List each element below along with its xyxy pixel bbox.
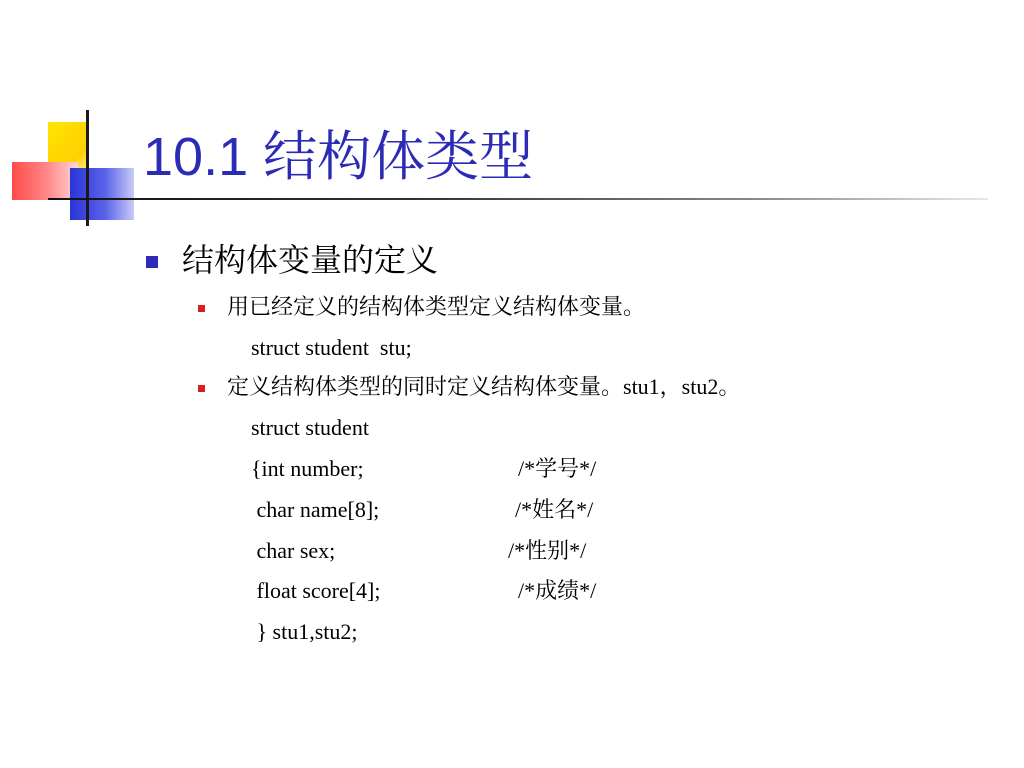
sub-bullet-icon [198,385,205,392]
code-line: char sex; [251,538,336,563]
code-line: } stu1,stu2; [251,619,358,644]
slide-title: 10.1 结构体类型 [143,127,534,187]
bullet-square-icon [146,256,158,268]
sub-bullet-icon [198,305,205,312]
sub-bullet-text: 定义结构体类型的同时定义结构体变量。stu1，stu2。 [227,374,741,399]
code-line: float score[4]; [251,578,381,603]
code-comment: /*姓名*/ [515,497,594,522]
sub-bullet-text: 用已经定义的结构体类型定义结构体变量。 [227,294,646,319]
code-line: struct student stu; [251,335,412,360]
decorative-red-bar [12,162,78,200]
code-comment: /*成绩*/ [518,578,597,603]
decorative-blue-square [70,168,134,220]
main-bullet-text: 结构体变量的定义 [182,242,439,278]
code-line: char name[8]; [251,497,380,522]
code-comment: /*性别*/ [508,538,587,563]
decorative-vertical-line [86,110,89,226]
code-line: struct student [251,415,369,440]
code-comment: /*学号*/ [518,456,597,481]
code-line: {int number; [251,456,364,481]
title-underline [48,198,988,200]
